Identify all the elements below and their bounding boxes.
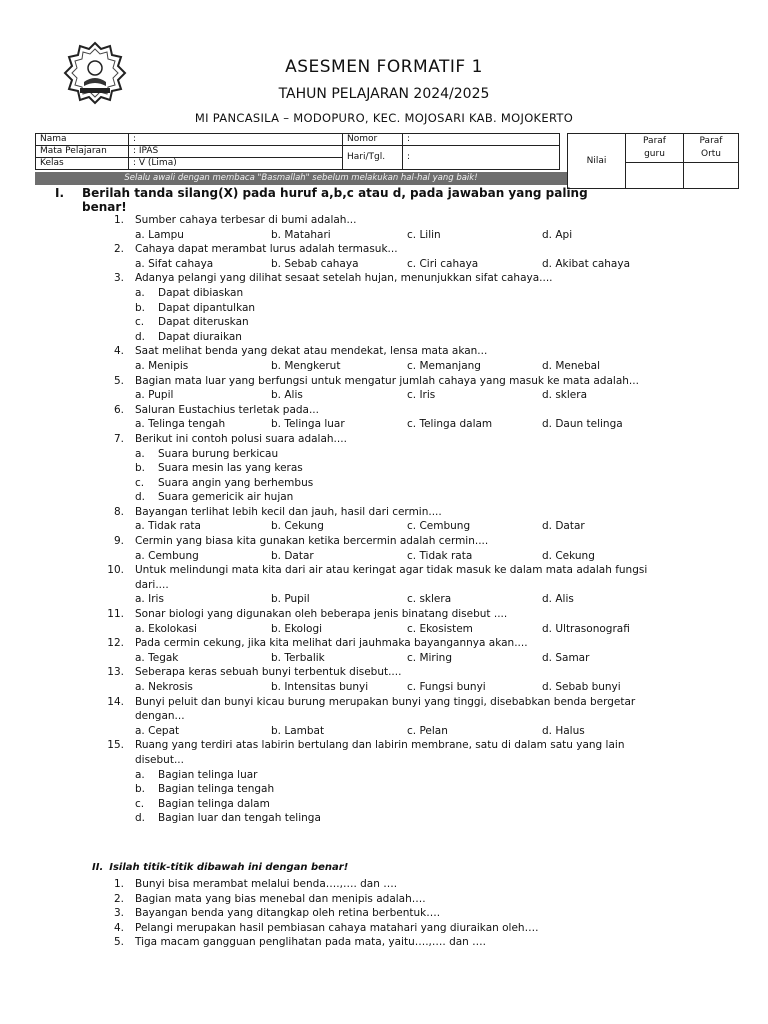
answer-option[interactable]: Bagian luar dan tengah telinga <box>158 812 321 825</box>
answer-option[interactable]: c. sklera <box>407 593 452 606</box>
date-label: Hari/Tgl. <box>343 146 403 170</box>
question-text: Bayangan benda yang ditangkap oleh retina berbentuk…. <box>135 907 441 920</box>
question-line <box>0 505 768 520</box>
option-row <box>0 447 768 462</box>
class-label: Kelas <box>36 158 129 170</box>
option-row <box>0 330 768 345</box>
question-text: Saat melihat benda yang dekat atau mendekat, lensa mata akan... <box>135 345 488 358</box>
question-text: Tiga macam gangguan penglihatan pada mata, yaitu….,…. dan …. <box>135 936 487 949</box>
question-line <box>0 374 768 389</box>
option-letter[interactable]: a. <box>135 286 145 299</box>
option-row <box>0 782 768 797</box>
question-text: Bagian mata luar yang berfungsi untuk mengatur jumlah cahaya yang masuk ke mata adalah... <box>135 374 639 387</box>
question-text: disebut... <box>135 753 184 766</box>
score-label: Nilai <box>568 134 626 189</box>
option-letter[interactable]: b. <box>135 783 146 796</box>
fill-in-questions <box>0 877 768 950</box>
option-letter[interactable]: b. <box>135 462 146 475</box>
answer-option[interactable]: Bagian telinga tengah <box>158 783 275 796</box>
question-text: Untuk melindungi mata kita dari air atau keringat agar tidak masuk ke dalam mata adalah fungsi <box>135 564 648 577</box>
answer-option[interactable]: Dapat dipantulkan <box>158 301 256 314</box>
answer-option[interactable]: b. Pupil <box>271 593 310 606</box>
answer-option[interactable]: Suara burung berkicau <box>158 447 279 460</box>
teacher-paraf-box[interactable] <box>626 163 684 189</box>
answer-option[interactable]: c. Pelan <box>407 724 448 737</box>
answer-option[interactable]: d. Daun telinga <box>542 418 623 431</box>
answer-option[interactable]: a. Tegak <box>135 651 179 664</box>
answer-option[interactable]: d. Samar <box>542 651 590 664</box>
question-text: Cahaya dapat merambat lurus adalah termasuk... <box>135 243 398 256</box>
answer-option[interactable]: c. Tidak rata <box>407 549 473 562</box>
option-row <box>0 768 768 783</box>
fill-in-item <box>0 935 768 950</box>
answer-option[interactable]: b. Cekung <box>271 520 324 533</box>
answer-option[interactable]: a. Lampu <box>135 228 184 241</box>
answer-option[interactable]: a. Cepat <box>135 724 180 737</box>
option-row <box>0 461 768 476</box>
question-text: Bayangan terlihat lebih kecil dan jauh, hasil dari cermin.... <box>135 505 442 518</box>
question-line <box>0 695 768 710</box>
option-letter[interactable]: a. <box>135 768 145 781</box>
answer-option[interactable]: b. Ekologi <box>271 622 323 635</box>
option-letter[interactable]: c. <box>135 797 145 810</box>
question-text: Bunyi bisa merambat melalui benda….,…. dan …. <box>135 878 398 890</box>
option-row <box>0 651 768 666</box>
question-number: 15. <box>107 739 124 752</box>
question-number: 9. <box>113 535 124 548</box>
question-number: 8. <box>113 505 124 518</box>
class-field: : V (Lima) <box>129 158 343 170</box>
answer-option[interactable]: a. Cembung <box>135 549 199 562</box>
question-line <box>0 665 768 680</box>
answer-option[interactable]: a. Ekolokasi <box>135 622 197 635</box>
student-info-table <box>35 133 560 170</box>
question-number: 1. <box>113 214 124 226</box>
reminder-banner: Selalu awali dengan membaca "Basmallah" sebelum melakukan hal-hal yang baik! <box>35 172 567 185</box>
academic-year: TAHUN PELAJARAN 2024/2025 <box>278 86 490 102</box>
question-line <box>0 636 768 651</box>
question-number: 5. <box>113 936 124 949</box>
answer-option[interactable]: b. Alis <box>271 389 303 402</box>
answer-option[interactable]: b. Terbalik <box>271 651 325 664</box>
question-line <box>0 578 768 593</box>
score-signature-table <box>567 133 739 189</box>
option-row <box>0 490 768 505</box>
option-row <box>0 228 768 243</box>
subject-label: Mata Pelajaran <box>36 146 129 158</box>
question-line <box>0 432 768 447</box>
question-text: Ruang yang terdiri atas labirin bertulang dan labirin membrane, satu di dalam satu yang lain <box>135 739 625 752</box>
question-number: 4. <box>113 345 124 358</box>
question-number: 7. <box>113 432 124 445</box>
answer-option[interactable]: b. Datar <box>271 549 314 562</box>
answer-option[interactable]: b. Intensitas bunyi <box>271 681 369 693</box>
answer-option[interactable]: Suara mesin las yang keras <box>158 462 303 475</box>
fill-in-item <box>0 921 768 936</box>
question-number: 3. <box>113 272 124 285</box>
answer-option[interactable]: b. Matahari <box>271 228 331 241</box>
question-text: Bagian mata yang bias menebal dan menipis adalah…. <box>135 892 426 905</box>
answer-option[interactable]: c. Lilin <box>407 228 441 241</box>
fill-in-item <box>0 877 768 892</box>
option-letter[interactable]: b. <box>135 301 146 314</box>
answer-option[interactable]: d. sklera <box>542 389 588 402</box>
question-line <box>0 271 768 286</box>
answer-option[interactable]: a. Menipis <box>135 359 189 372</box>
question-text: Adanya pelangi yang dilihat sesaat setelah hujan, menunjukkan sifat cahaya.... <box>135 272 553 285</box>
answer-option[interactable]: d. Datar <box>542 520 585 533</box>
question-number: 4. <box>113 921 124 934</box>
fill-in-item <box>0 906 768 921</box>
fill-in-item <box>0 892 768 907</box>
page-title: ASESMEN FORMATIF 1 <box>285 57 483 77</box>
answer-option[interactable]: Suara angin yang berhembus <box>158 476 314 489</box>
question-text: Pada cermin cekung, jika kita melihat dari jauhmaka bayangannya akan.... <box>135 637 528 650</box>
multiple-choice-questions <box>0 213 768 826</box>
option-row <box>0 519 768 534</box>
question-number: 11. <box>107 608 124 621</box>
question-line <box>0 242 768 257</box>
answer-option[interactable]: d. Akibat cahaya <box>542 257 631 270</box>
question-number: 6. <box>113 403 124 416</box>
question-number: 2. <box>113 243 124 256</box>
question-text: Sonar biologi yang digunakan oleh beberapa jenis binatang disebut .... <box>135 608 508 621</box>
answer-option[interactable]: a. Telinga tengah <box>135 418 226 431</box>
answer-option[interactable]: d. Api <box>542 228 573 241</box>
number-label: Nomor <box>343 134 403 146</box>
answer-option[interactable]: Dapat diuraikan <box>158 330 242 343</box>
school-name: MI PANCASILA – MODOPURO, KEC. MOJOSARI KAB. MOJOKERTO <box>194 111 574 125</box>
answer-option[interactable]: c. Miring <box>407 651 452 664</box>
name-label: Nama <box>36 134 129 146</box>
question-line <box>0 344 768 359</box>
question-text: Saluran Eustachius terletak pada... <box>135 403 319 416</box>
answer-option[interactable]: c. Ciri cahaya <box>407 257 479 270</box>
answer-option[interactable]: d. Cekung <box>542 549 595 562</box>
question-number: 3. <box>113 907 124 920</box>
question-line <box>0 738 768 753</box>
option-row <box>0 315 768 330</box>
option-row <box>0 811 768 826</box>
answer-option[interactable]: c. Cembung <box>407 520 471 533</box>
answer-option[interactable]: b. Mengkerut <box>271 359 341 372</box>
question-text: dari.... <box>135 578 169 591</box>
answer-option[interactable]: b. Sebab cahaya <box>271 257 359 270</box>
answer-option[interactable]: d. Alis <box>542 593 574 606</box>
answer-option[interactable]: b. Lambat <box>271 724 325 737</box>
answer-option[interactable]: Bagian telinga luar <box>158 768 258 781</box>
option-letter[interactable]: c. <box>135 316 145 329</box>
answer-option[interactable]: d. Menebal <box>542 359 600 372</box>
answer-option[interactable]: c. Ekosistem <box>407 622 473 635</box>
question-line <box>0 753 768 768</box>
answer-option[interactable]: c. Memanjang <box>407 359 481 372</box>
option-row <box>0 359 768 374</box>
answer-option[interactable]: c. Iris <box>407 389 436 402</box>
option-row <box>0 257 768 272</box>
option-row <box>0 592 768 607</box>
answer-option[interactable]: Bagian telinga dalam <box>158 797 270 810</box>
answer-option[interactable]: c. Telinga dalam <box>407 418 493 431</box>
question-number: 5. <box>113 374 124 387</box>
parent-paraf-label: Paraf Ortu <box>684 134 739 163</box>
answer-option[interactable]: a. Sifat cahaya <box>135 257 214 270</box>
question-text: Cermin yang biasa kita gunakan ketika bercermin adalah cermin.... <box>135 535 489 548</box>
question-line <box>0 403 768 418</box>
subject-field: : IPAS <box>129 146 343 158</box>
answer-option[interactable]: d. Halus <box>542 724 585 737</box>
question-text: Seberapa keras sebuah bunyi terbentuk disebut.... <box>135 666 402 679</box>
option-letter[interactable]: c. <box>135 476 145 489</box>
answer-option[interactable]: a. Iris <box>135 593 164 606</box>
question-line <box>0 709 768 724</box>
option-row <box>0 286 768 301</box>
question-text: Pelangi merupakan hasil pembiasan cahaya matahari yang diuraikan oleh…. <box>135 921 539 934</box>
question-text: Berikut ini contoh polusi suara adalah.... <box>135 432 347 445</box>
question-number: 12. <box>107 637 124 650</box>
question-number: 10. <box>107 564 124 577</box>
question-text: dengan... <box>135 710 185 723</box>
answer-option[interactable]: Dapat dibiaskan <box>158 286 244 299</box>
question-number: 2. <box>113 892 124 905</box>
answer-option[interactable]: b. Telinga luar <box>271 418 345 431</box>
answer-option[interactable]: c. Fungsi bunyi <box>407 681 486 693</box>
option-row <box>0 797 768 812</box>
option-letter[interactable]: a. <box>135 447 145 460</box>
option-letter[interactable]: d. <box>135 330 146 343</box>
question-number: 1. <box>113 878 124 890</box>
answer-option[interactable]: d. Sebab bunyi <box>542 681 621 693</box>
answer-option[interactable]: Suara gemericik air hujan <box>158 491 294 504</box>
option-row <box>0 301 768 316</box>
option-letter[interactable]: d. <box>135 491 146 504</box>
option-row <box>0 622 768 637</box>
option-letter[interactable]: d. <box>135 812 146 825</box>
option-row <box>0 476 768 491</box>
question-line <box>0 534 768 549</box>
number-field[interactable]: : <box>403 134 560 146</box>
question-line <box>0 607 768 622</box>
option-row <box>0 680 768 695</box>
option-row <box>0 549 768 564</box>
option-row <box>0 724 768 739</box>
option-row <box>0 388 768 403</box>
question-line <box>0 213 768 228</box>
question-line <box>0 563 768 578</box>
question-number: 13. <box>107 666 124 679</box>
option-row <box>0 417 768 432</box>
question-text: Sumber cahaya terbesar di bumi adalah... <box>135 214 357 226</box>
parent-paraf-box[interactable] <box>684 163 739 189</box>
section-2-heading: II. Isilah titik-titik dibawah ini dengan benar! <box>92 862 349 873</box>
answer-option[interactable]: a. Nekrosis <box>135 681 193 693</box>
question-text: Bunyi peluit dan bunyi kicau burung merupakan bunyi yang tinggi, disebabkan benda bergetar <box>135 695 636 708</box>
answer-option[interactable]: d. Ultrasonografi <box>542 622 630 635</box>
date-field[interactable]: : <box>403 146 560 170</box>
answer-option[interactable]: a. Pupil <box>135 389 174 402</box>
answer-option[interactable]: Dapat diteruskan <box>158 316 249 329</box>
answer-option[interactable]: a. Tidak rata <box>135 520 201 533</box>
teacher-paraf-label: Paraf guru <box>626 134 684 163</box>
name-field[interactable]: : <box>129 134 343 146</box>
question-number: 14. <box>107 695 124 708</box>
